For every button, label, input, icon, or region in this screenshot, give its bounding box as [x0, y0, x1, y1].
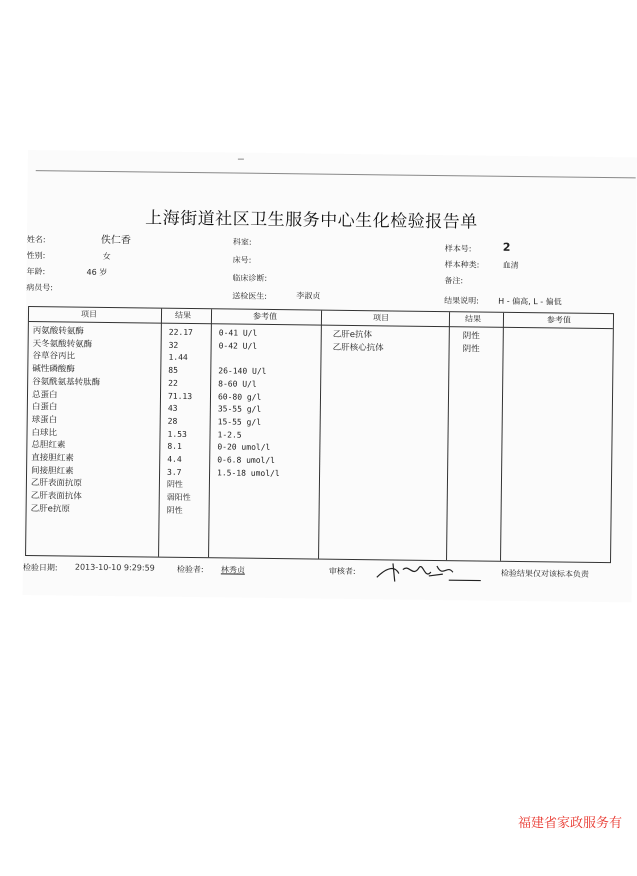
bed-label: 床号: — [232, 255, 252, 265]
header-result: 结果 — [174, 310, 192, 321]
doctor-name: 李淑贞 — [296, 291, 321, 301]
right-item-list: 乙肝e抗体 乙肝核心抗体 — [332, 329, 384, 354]
legend-text: H - 偏高, L - 偏低 — [498, 296, 562, 307]
table-divider — [500, 313, 504, 561]
dept-label: 科室: — [232, 237, 252, 247]
patient-sex: 女 — [102, 251, 111, 262]
doctor-label: 送检医生: — [232, 291, 267, 301]
right-result-list: 阴性 阴性 — [462, 331, 480, 355]
header-result-right: 结果 — [464, 314, 482, 324]
left-item-list: 丙氨酸转氨酶 天冬氨酸转氨酶 谷草谷丙比 碱性磷酸酶 谷氨酰氨基转肽酶 总蛋白 白蛋白 球蛋白 白球比 总胆红素 直接胆红素 间接胆红素 乙肝表面抗原 乙肝表面抗体 乙肝e抗原 — [30, 326, 101, 515]
left-reference-list: 0-41 U/l 0-42 U/l 26-140 U/l 8-60 U/l 60-80 g/l 35-55 g/l 15-55 g/l 1-2.5 0-20 umol/l 0-6.8 umol/l 1.5-18 umol/l — [217, 328, 280, 478]
ward-label: 病员号: — [26, 282, 54, 293]
punch-mark — [238, 159, 244, 160]
legend-label: 结果说明: — [444, 296, 479, 306]
reviewer-label: 审核者: — [328, 566, 356, 577]
header-item: 项目 — [80, 309, 98, 319]
header-reference-right: 参考值 — [546, 315, 572, 325]
sex-label: 性别: — [26, 250, 46, 261]
sample-type: 血清 — [502, 260, 519, 271]
tester-label: 检验者: — [176, 564, 204, 575]
patient-name: 佚仁香 — [100, 234, 131, 247]
left-result-list: 22.17 32 1.44 85 22 71.13 43 28 1.53 8.1 4.4 3.7 阴性 弱阳性 阴性 — [166, 327, 193, 515]
table-divider — [158, 309, 162, 557]
table-divider — [208, 309, 212, 557]
sample-type-label: 样本种类: — [444, 260, 480, 270]
age-label: 年龄: — [26, 266, 46, 277]
test-date-label: 检验日期: — [22, 562, 58, 573]
tester-name: 林秀贞 — [220, 565, 245, 575]
header-reference: 参考值 — [252, 311, 278, 322]
header-item-right: 项目 — [372, 313, 390, 323]
watermark-text: 福建省家政服务有 — [518, 816, 623, 831]
name-label: 姓名: — [26, 234, 46, 245]
report-title: 上海街道社区卫生服务中心生化检验报告单 — [145, 208, 478, 233]
table-divider — [446, 312, 450, 560]
sample-no-label: 样本号: — [444, 244, 472, 254]
reviewer-signature — [373, 559, 483, 586]
test-date: 2013-10-10 9:29:59 — [74, 562, 155, 573]
disclaimer: 检验结果仅对该标本负责 — [500, 568, 589, 579]
note-label: 备注: — [444, 276, 464, 286]
results-table — [25, 306, 614, 563]
sheet-top-edge — [36, 170, 636, 178]
patient-age: 46 岁 — [86, 267, 108, 277]
sample-no: 2 — [502, 240, 511, 254]
diagnosis-label: 临床诊断: — [232, 273, 268, 283]
table-divider — [318, 311, 322, 559]
lab-report-sheet — [23, 150, 637, 602]
